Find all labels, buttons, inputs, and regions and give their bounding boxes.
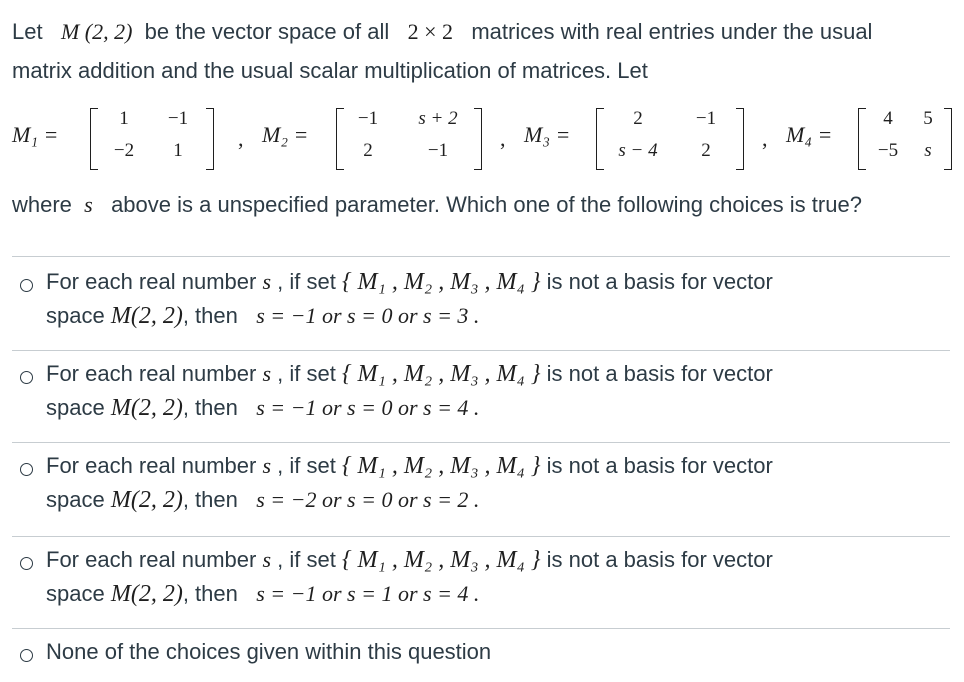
answer-option-none[interactable] xyxy=(12,629,950,681)
matrix-label-m2: M₂ = xyxy=(262,122,309,147)
none-option-label: None of the choices given within this question xyxy=(46,639,492,664)
answer-option-3[interactable]: For each real number s , if set { M₁ , M₂ , M₃ , M₄ } is not a basis for vector space M(2, 2), then s = −2 or s = 0 or s = 2 . xyxy=(12,443,950,536)
matrix-m4: 4 5 −5 s xyxy=(858,104,952,170)
matrix-m2: −1 s + 2 2 −1 xyxy=(336,104,482,170)
radio-button-option-3[interactable] xyxy=(20,463,33,476)
radio-button-option-4[interactable] xyxy=(20,557,33,570)
radio-button-option-1[interactable] xyxy=(20,279,33,292)
matrix-label-m4: M₄ = xyxy=(786,122,833,147)
question-line-1: Let M (2, 2) be the vector space of all 2 × 2 matrices with real entries under the usual xyxy=(12,19,873,44)
radio-button-option-none[interactable] xyxy=(20,649,33,662)
math-dimension: 2 × 2 xyxy=(407,19,454,44)
answer-option-2[interactable]: For each real number s , if set { M₁ , M₂ , M₃ , M₄ } is not a basis for vector space M(2, 2), then s = −1 or s = 0 or s = 4 . xyxy=(12,351,950,442)
answer-option-4[interactable]: For each real number s , if set { M₁ , M₂ , M₃ , M₄ } is not a basis for vector space M(2, 2), then s = −1 or s = 1 or s = 4 . xyxy=(12,537,950,628)
matrix-label-m3: M₃ = xyxy=(524,122,571,147)
question-line-2: matrix addition and the usual scalar multiplication of matrices. Let xyxy=(12,58,648,83)
radio-button-option-2[interactable] xyxy=(20,371,33,384)
question-line-4: where s above is a unspecified parameter. Which one of the following choices is true? xyxy=(12,192,862,217)
matrix-definitions: M₁ = 1 −1 −2 1 , M₂ = −1 s + 2 2 −1 , M₃ = 2 −1 s − 4 2 , M₄ = 4 5 −5 s xyxy=(12,104,952,176)
matrix-m3: 2 −1 s − 4 2 xyxy=(596,104,744,170)
matrix-label-m1: M₁ = xyxy=(12,122,59,147)
answer-option-1[interactable]: For each real number s , if set { M₁ , M₂ , M₃ , M₄ } is not a basis for vector space M(2, 2), then s = −1 or s = 0 or s = 3 . xyxy=(12,257,950,350)
math-space: M (2, 2) xyxy=(60,19,133,44)
matrix-m1: 1 −1 −2 1 xyxy=(90,104,214,170)
